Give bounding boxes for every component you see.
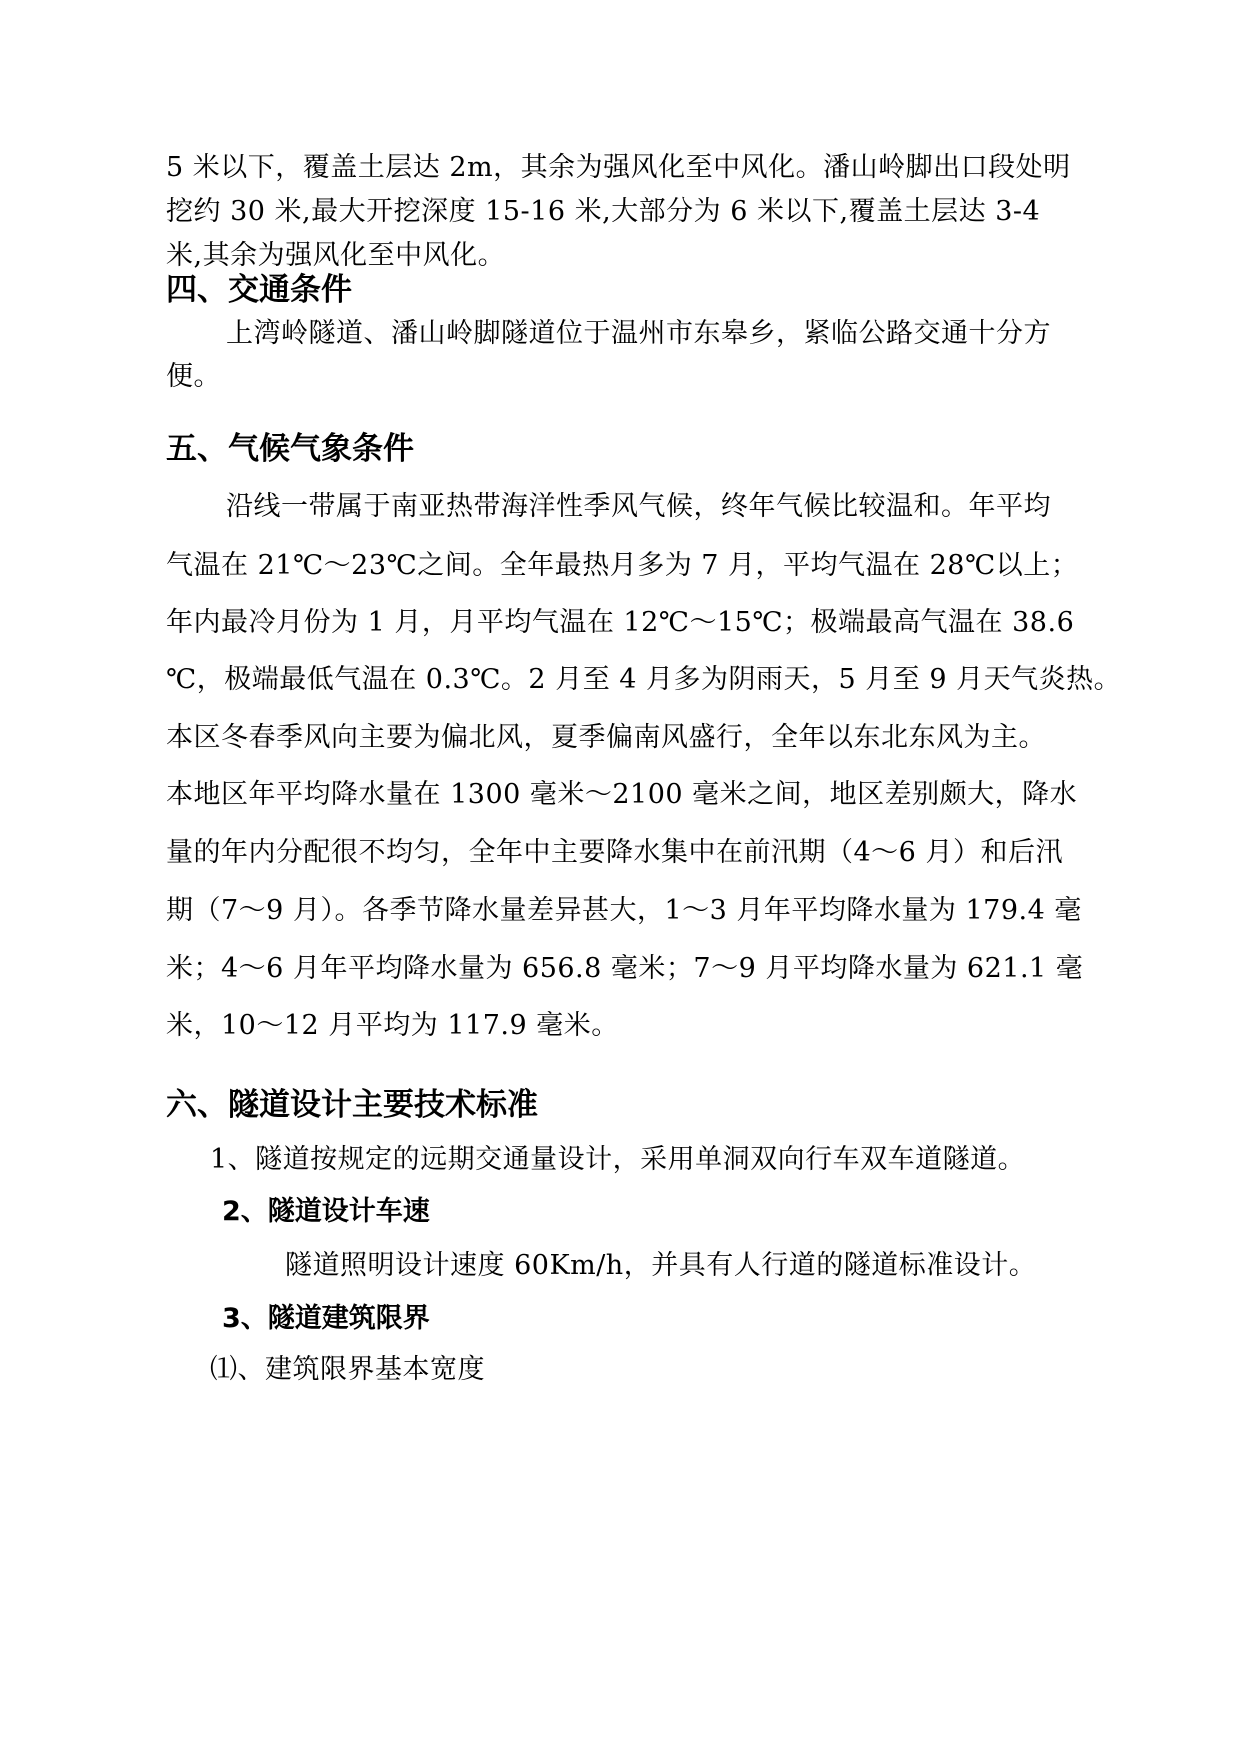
subheading-clearance: 3、隧道建筑限界 (222, 1303, 430, 1334)
section-heading-design-standards: 六、隧道设计主要技术标准 (166, 1087, 538, 1123)
paragraph-line: 量的年内分配很不均匀，全年中主要降水集中在前汛期（4～6 月）和后汛 (166, 837, 1063, 868)
paragraph-line: 米；4～6 月年平均降水量为 656.8 毫米；7～9 月平均降水量为 621.1 毫 (166, 953, 1084, 984)
section-heading-traffic: 四、交通条件 (166, 272, 352, 308)
paragraph-line: 上湾岭隧道、潘山岭脚隧道位于温州市东皋乡，紧临公路交通十分方 (226, 318, 1051, 349)
paragraph-line: 年内最冷月份为 1 月，月平均气温在 12℃～15℃；极端最高气温在 38.6 (166, 607, 1075, 638)
list-subitem: ⑴、建筑限界基本宽度 (210, 1354, 485, 1385)
paragraph-line: 便。 (166, 361, 221, 392)
paragraph-line: 隧道照明设计速度 60Km/h，并具有人行道的隧道标准设计。 (285, 1250, 1037, 1281)
paragraph-line: ℃，极端最低气温在 0.3℃。2 月至 4 月多为阴雨天，5 月至 9 月天气炎热。 (166, 664, 1122, 695)
paragraph-line: 米，10～12 月平均为 117.9 毫米。 (166, 1010, 619, 1041)
paragraph-line: 期（7～9 月）。各季节降水量差异甚大，1～3 月年平均降水量为 179.4 毫 (166, 895, 1082, 926)
list-item-1: 1、隧道按规定的远期交通量设计，采用单洞双向行车双车道隧道。 (210, 1144, 1026, 1175)
paragraph-line: 挖约 30 米,最大开挖深度 15-16 米,大部分为 6 米以下,覆盖土层达 3-4 (166, 196, 1041, 227)
paragraph-line: 本区冬春季风向主要为偏北风，夏季偏南风盛行，全年以东北东风为主。 (166, 722, 1046, 753)
paragraph-line: 沿线一带属于南亚热带海洋性季风气候，终年气候比较温和。年平均 (226, 491, 1051, 522)
paragraph-line: 米,其余为强风化至中风化。 (166, 240, 506, 271)
paragraph-line: 本地区年平均降水量在 1300 毫米～2100 毫米之间，地区差别颇大，降水 (166, 779, 1078, 810)
subheading-design-speed: 2、隧道设计车速 (222, 1196, 430, 1227)
paragraph-line: 气温在 21℃～23℃之间。全年最热月多为 7 月，平均气温在 28℃以上； (166, 550, 1079, 581)
paragraph-line: 5 米以下，覆盖土层达 2m，其余为强风化至中风化。潘山岭脚出口段处明 (166, 152, 1071, 183)
section-heading-climate: 五、气候气象条件 (166, 431, 414, 467)
